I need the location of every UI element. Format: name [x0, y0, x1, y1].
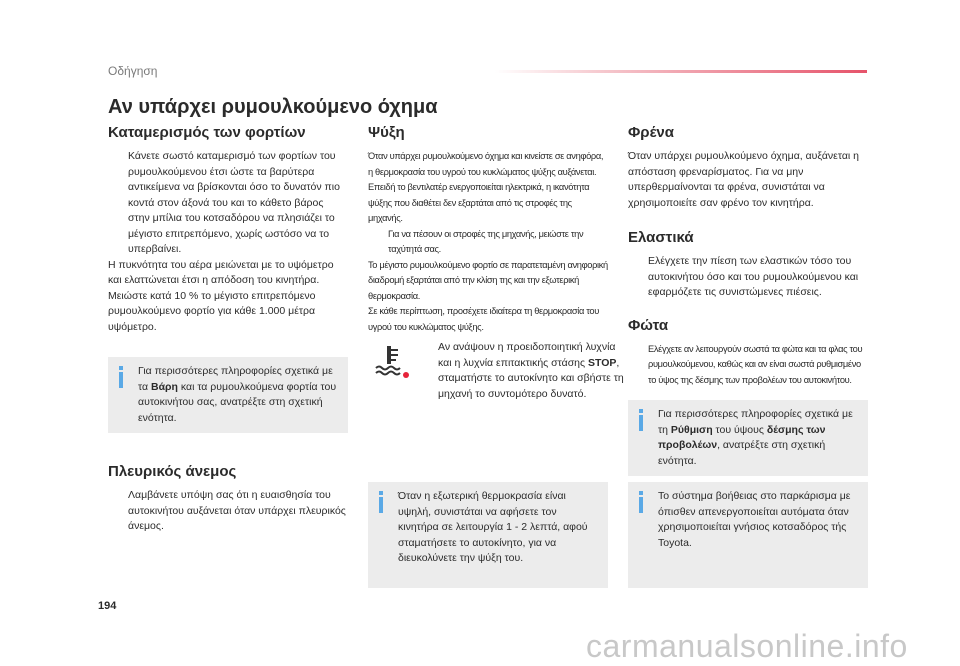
- watermark: carmanualsonline.info: [586, 628, 908, 664]
- cooling-bullet-text: Για να πέσουν οι στροφές της μηχανής, μειώστε την ταχύτητά σας.: [388, 228, 584, 254]
- load-info-box: Για περισσότερες πληροφορίες σχετικά με τα Βάρη και τα ρυμουλκούμενα φορτία του αυτοκινήτου σας, ανατρέξτε στη σχετική ενότητα.: [108, 357, 348, 433]
- coolant-warning-bullet: Αν ανάψουν η προειδοποιητική λυχνία και η λυχνία επιτακτικής στάσης STOP, σταματήστε το αυτοκίνητο και σβήστε τη μηχανή το συντομότερο δυνατό.: [438, 341, 624, 400]
- wind-heading: Πλευρικός άνεμος: [108, 463, 237, 480]
- load-bullet: [108, 149, 348, 258]
- column-left: [108, 124, 348, 535]
- tyres-bullet-text: Ελέγχετε την πίεση των ελαστικών τόσο του αυτοκινήτου όσο και του ρυμουλκούμενου και εφαρμόζετε τις συνιστώμενες πιέσεις.: [648, 255, 859, 298]
- load-bullet-text: Κάνετε σωστό καταμερισμό των φορτίων του ρυμουλκούμενου έτσι ώστε τα βαρύτερα αντικείμενα να βρίσκονται όσο το δυνατόν πιο κοντά στον άξονά του και το κάθετο βάρος στην μπίλια του κοτσαδόρου να πλησιάζει το μέγιστο επιτρεπόμενο, χωρίς ωστόσο να το υπερβαίνει.: [128, 150, 340, 255]
- lights-info-box: Για περισσότερες πληροφορίες σχετικά με τη Ρύθμιση του ύψους δέσμης των προβολέων, ανατρέξτε στη σχετική ενότητα.: [628, 400, 868, 476]
- info-icon: [636, 491, 646, 513]
- section-label: Οδήγηση: [108, 64, 158, 78]
- load-heading: Καταμερισμός των φορτίων: [108, 124, 306, 141]
- header-divider: [495, 70, 867, 73]
- info-icon: [636, 409, 646, 431]
- cooling-info-box: [368, 482, 608, 588]
- lights-heading: Φώτα: [628, 316, 669, 334]
- brakes-heading: Φρένα: [628, 124, 674, 141]
- coolant-temperature-icon: [372, 340, 410, 380]
- cooling-heading: Ψύξη: [368, 124, 405, 141]
- headlamp-beam-text: δέσμης των προβολέων: [658, 423, 826, 451]
- column-middle: [368, 124, 608, 335]
- page-number: 194: [98, 600, 117, 612]
- lights-bullet-text: Ελέγχετε αν λειτουργούν σωστά τα φώτα και τα φλας του ρυμουλκούμενου, καθώς και αν είναι σωστά ρυθμισμένο το ύψος της δέσμης των προβολέων του αυτοκινήτου.: [648, 343, 863, 385]
- load-altitude-text: Η πυκνότητα του αέρα μειώνεται με το υψόμετρο και ελαττώνεται έτσι η απόδοση του κινητήρα. Μειώστε κατά 10 % το μέγιστο επιτρεπόμενο ρυμουλκούμενο φορτίο για κάθε 1.000 μέτρα υψόμετρο.: [108, 258, 334, 333]
- page-title: Αν υπάρχει ρυμουλκούμενο όχημα: [108, 96, 438, 118]
- tyres-heading: Ελαστικά: [628, 229, 694, 246]
- parking-info-box: [628, 482, 868, 588]
- wind-bullet: [108, 488, 348, 535]
- brakes-text: Όταν υπάρχει ρυμουλκούμενο όχημα, αυξάνεται η απόσταση φρεναρίσματος. Για να μην υπερθερμαίνονται τα φρένα, συνιστάται να χρησιμοποιείτε σαν φρένο τον κινητήρα.: [628, 150, 859, 209]
- cooling-p1: Όταν υπάρχει ρυμουλκούμενο όχημα και κινείστε σε ανηφόρα, η θερμοκρασία του υγρού του κυκλώματος ψύξης αυξάνεται. Επειδή το βεντιλατέρ ενεργοποιείται ηλεκτρικά, η ικανότητα ψύξης που διαθέτει δεν εξαρτάται από τις στροφές της μηχανής.: [368, 151, 604, 223]
- weights-link-text: Βάρη: [151, 380, 178, 393]
- wind-bullet-text: Λαμβάνετε υπόψη σας ότι η ευαισθησία του αυτοκινήτου αυξάνεται όταν υπάρχει πλευρικός άνεμος.: [128, 489, 346, 532]
- cooling-p3: Σε κάθε περίπτωση, προσέχετε ιδιαίτερα τη θερμοκρασία του υγρού του κυκλώματος ψύξης.: [368, 306, 599, 332]
- tyres-bullet: [628, 254, 868, 301]
- parking-info-text: Το σύστημα βοήθειας στο παρκάρισμα με όπισθεν απενεργοποιείται αυτόματα όταν χρησιμοποιείται γνήσιος κοτσαδόρος τής Toyota.: [658, 490, 851, 549]
- lights-bullet: [628, 342, 868, 389]
- column-right: [628, 124, 868, 388]
- coolant-warning: [368, 330, 624, 430]
- cooling-info-text: Όταν η εξωτερική θερμοκρασία είναι υψηλή, συνιστάται να αφήσετε τον κινητήρα σε λειτουργία 1 - 2 λεπτά, αφού σταματήσετε το αυτοκίνητο, για να διευκολύνετε την ψύξη του.: [398, 490, 588, 564]
- cooling-bullet: [368, 227, 608, 258]
- adjustment-text: Ρύθμιση: [670, 423, 713, 436]
- stop-text: STOP: [588, 356, 617, 369]
- info-icon: [116, 366, 126, 388]
- cooling-p2: Το μέγιστο ρυμουλκούμενο φορτίο σε παρατεταμένη ανηφορική διαδρομή εξαρτάται από την κλίση της και την εξωτερική θερμοκρασία.: [368, 259, 608, 301]
- info-icon: [376, 491, 386, 513]
